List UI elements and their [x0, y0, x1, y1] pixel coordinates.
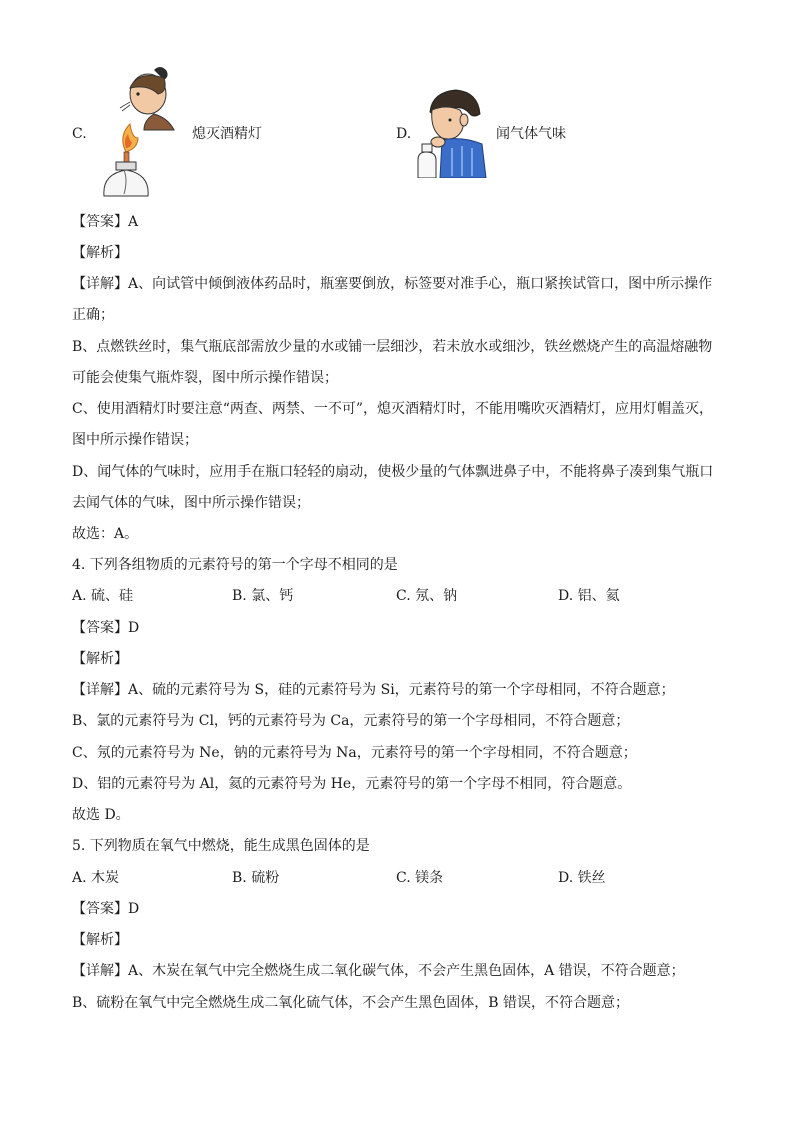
q3-detail-1b: 正确；: [72, 307, 114, 323]
q5-option-a: A. 木炭: [72, 870, 120, 886]
q5-detail-2: B、硫粉在氧气中完全燃烧生成二氧化硫气体，不会产生黑色固体，B 错误，不符合题意；: [72, 995, 630, 1011]
q4-detail-3: C、氖的元素符号为 Ne，钠的元素符号为 Na，元素符号的第一个字母相同，不符合题意；: [72, 745, 637, 761]
q5-detail-1: 【详解】A、木炭在氧气中完全燃烧生成二氧化碳气体，不会产生黑色固体，A 错误，不符合题意；: [72, 963, 685, 979]
q4-detail-1: 【详解】A、硫的元素符号为 S，硅的元素符号为 Si，元素符号的第一个字母相同，不符合题意；: [72, 682, 675, 698]
q3-detail-3b: 图中所示操作错误；: [72, 432, 198, 448]
q5-analysis-heading: 【解析】: [72, 932, 128, 948]
q3-detail-4a: D、闻气体的气味时，应用手在瓶口轻轻的扇动，使极少量的气体飘进鼻子中，不能将鼻子凑到集气瓶口: [72, 464, 714, 480]
q4-option-c: C. 氖、钠: [396, 588, 458, 604]
q4-conclusion: 故选 D。: [72, 807, 130, 823]
q4-stem: 4. 下列各组物质的元素符号的第一个字母不相同的是: [72, 557, 398, 573]
q3-analysis-heading: 【解析】: [72, 245, 128, 261]
q3-detail-2a: B、点燃铁丝时，集气瓶底部需放少量的水或铺一层细沙，若未放水或细沙，铁丝燃烧产生的高温熔融物: [72, 339, 713, 355]
q5-option-d: D. 铁丝: [558, 870, 606, 886]
q4-option-d: D. 铝、氦: [558, 588, 620, 604]
q3-conclusion: 故选：A。: [72, 526, 139, 542]
option-d-letter: D.: [396, 126, 412, 142]
q3-answer: 【答案】A: [72, 214, 139, 230]
option-d-caption: 闻气体气味: [496, 126, 566, 142]
q5-option-b: B. 硫粉: [232, 870, 280, 886]
q4-option-b: B. 氯、钙: [232, 588, 294, 604]
q3-detail-3a: C、使用酒精灯时要注意“两查、两禁、一不可”，熄灭酒精灯时，不能用嘴吹灭酒精灯，应用灯帽盖灭，: [72, 401, 714, 417]
q4-analysis-heading: 【解析】: [72, 651, 128, 667]
q4-option-a: A. 硫、硅: [72, 588, 134, 604]
option-c-letter: C.: [72, 126, 87, 142]
option-c-caption: 熄灭酒精灯: [192, 126, 262, 142]
q3-detail-1a: 【详解】A、向试管中倾倒液体药品时，瓶塞要倒放，标签要对准手心，瓶口紧挨试管口，图中所示操作: [72, 276, 713, 292]
q4-detail-4: D、铝的元素符号为 Al，氦的元素符号为 He，元素符号的第一个字母不相同，符合题意。: [72, 776, 632, 792]
boy-blowing-out-alcohol-lamp-illustration: [96, 62, 186, 202]
q5-answer: 【答案】D: [72, 901, 140, 917]
q3-detail-2b: 可能会使集气瓶炸裂，图中所示操作错误；: [72, 370, 338, 386]
boy-smelling-gas-bottle-illustration: [416, 88, 492, 178]
q3-detail-4b: 去闻气体的气味，图中所示操作错误；: [72, 495, 310, 511]
q5-option-c: C. 镁条: [396, 870, 444, 886]
q4-detail-2: B、氯的元素符号为 Cl，钙的元素符号为 Ca，元素符号的第一个字母相同，不符合题意；: [72, 713, 630, 729]
q5-stem: 5. 下列物质在氧气中燃烧，能生成黑色固体的是: [72, 838, 370, 854]
q4-answer: 【答案】D: [72, 620, 140, 636]
